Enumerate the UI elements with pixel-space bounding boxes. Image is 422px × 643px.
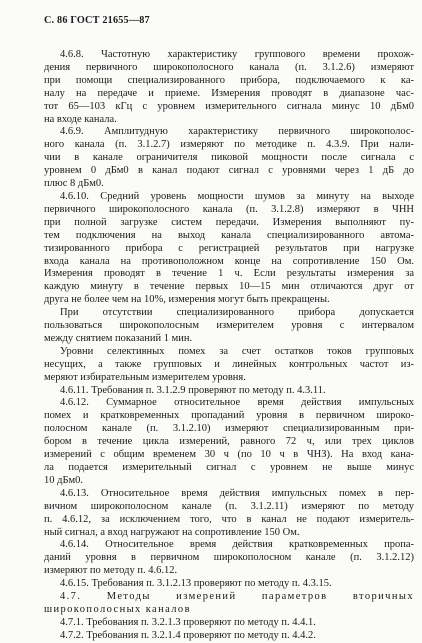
text-line: 4.6.15. Требования п. 3.1.2.13 проверяют по методу п. 4.3.15. xyxy=(60,578,332,590)
page-header: С. 86 ГОСТ 21655—87 xyxy=(44,15,150,26)
text-line: 4.7.1. Требования п. 3.2.1.3 проверяют по методу п. 4.4.1. xyxy=(60,616,316,628)
text-line: ного канала (п. 3.1.2.7) измеряют по методике п. 4.3.9. При нали- xyxy=(44,139,414,151)
text-line: 4.6.10. Средний уровень мощности шумов за минуту на выходе xyxy=(60,190,414,202)
text-line: несущих, а также групповых и линейных контрольных частот из- xyxy=(44,358,414,370)
text-line: тизированного прибора с регистрацией результатов при нагрузке xyxy=(44,242,414,254)
text-line: меряют избирательным измерителем уровня. xyxy=(44,371,246,383)
text-line: 4.6.14. Относительное время действия кратковременных пропа- xyxy=(60,539,414,551)
text-line: на входе канала. xyxy=(44,113,117,125)
text-line: 4.6.9. Амплитудную характеристику первичного широкополос- xyxy=(60,126,414,138)
text-line: При отсутствии специализированного прибора допускается xyxy=(60,307,414,319)
text-line: помех и кратковременных пропаданий уровня в первичном широко- xyxy=(44,410,414,422)
text-line: 10 дБм0. xyxy=(44,474,84,486)
text-line: налу на передаче и приеме. Измерения проводят в диапазоне час- xyxy=(44,87,414,99)
text-line: каждую минуту в течение первых 10—15 мин отличаются друг от xyxy=(44,281,414,293)
text-line: первичного широкополосного канала (п. 3.1.2.8) измеряют в ЧНН xyxy=(44,203,414,215)
text-line: 4.6.12. Суммарное относительное время действия импульсных xyxy=(60,397,414,409)
text-line: 4.7. Методы измерений параметров вторичных xyxy=(60,591,414,603)
text-line: бором в течение цикла измерений, равного 72 ч, или трех циклов xyxy=(44,436,414,448)
text-line: плюс 8 дБм0. xyxy=(44,178,104,190)
text-line: при полной загрузке систем передачи. Измерения выполняют пу- xyxy=(44,216,414,228)
text-line: ла подается измерительный сигнал с уровнем не выше минус xyxy=(44,462,414,473)
text-line: широкополосных каналов xyxy=(44,603,191,615)
text-line: Уровни селективных помех за счет остатков токов групповых xyxy=(60,345,414,357)
text-line: между снятием показаний 1 мин. xyxy=(44,332,193,344)
text-line: вичном широкополосном канале (п. 3.1.2.11) измеряют по методу xyxy=(44,500,414,512)
text-line: чии в канале ограничителя пиковой мощности после сигнала с xyxy=(44,152,414,164)
text-line: 4.6.8. Частотную характеристику группового времени прохож- xyxy=(60,49,414,60)
text-line: тем подключения на выход канала специализированного автома- xyxy=(44,229,414,241)
text-line: друга не более чем на 10%, измерения могут быть прекращены. xyxy=(44,294,330,306)
text-line: уровнем 0 дБм0 в канал подают сигнал с уровнями через 1 дБ до xyxy=(44,165,414,177)
text-line: измеряют по методу п. 4.6.12. xyxy=(44,565,178,577)
text-line: пользоваться широкополосным измерителем уровня с интервалом xyxy=(44,320,414,332)
text-line: 4.7.2. Требования п. 3.2.1.4 проверяют по методу п. 4.4.2. xyxy=(60,629,316,641)
document-body xyxy=(44,49,414,643)
text-line: даний уровня в первичном широкополосном канале (п. 3.1.2.12) xyxy=(44,552,414,564)
text-line: тот 65—103 кГц с уровнем измерительного сигнала минус 10 дБм0 xyxy=(44,100,414,112)
text-line: 4.6.13. Относительное время действия импульсных помех в пер- xyxy=(60,487,414,499)
text-line: полосном канале (п. 3.1.2.10) измеряют специализированным при- xyxy=(44,423,414,435)
text-line: входа канала на противоположном конце на сопротивление 150 Ом. xyxy=(44,255,414,267)
text-line: 4.6.11. Требования п. 3.1.2.9 проверяют по методу п. 4.3.11. xyxy=(60,384,326,396)
text-line: дения первичного широкополосного канала (п. 3.1.2.6) измеряют xyxy=(44,61,414,73)
text-line: Измерения проводят в течение 1 ч. Если результаты измерения за xyxy=(44,268,414,280)
text-line: измерений с общим временем 30 ч (по 10 ч в ЧНЗ). На вход кана- xyxy=(44,449,414,461)
text-line: при помощи специализированного прибора, подключаемого к ка- xyxy=(44,74,414,86)
text-line: п. 4.6.12, за исключением того, что в канал не подают измеритель- xyxy=(44,513,414,525)
text-line: ный сигнал, а вход нагружают на сопротивление 150 Ом. xyxy=(44,526,300,538)
